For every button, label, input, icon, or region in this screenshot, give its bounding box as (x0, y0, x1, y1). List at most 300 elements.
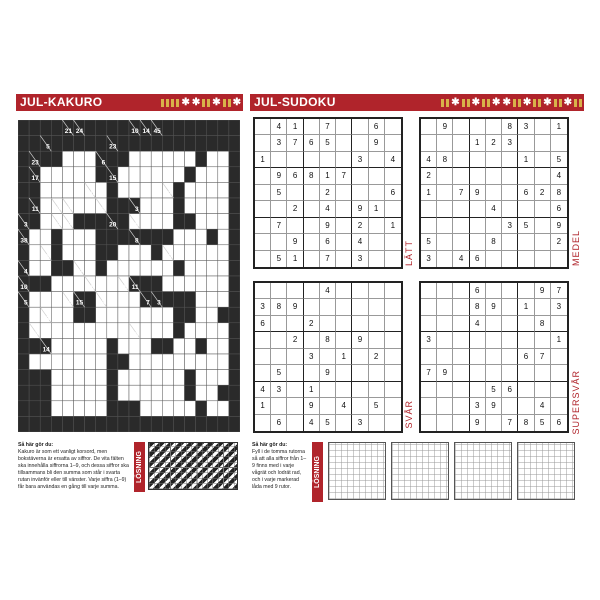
sudoku-cell[interactable]: 7 (320, 251, 336, 267)
sudoku-cell[interactable]: 9 (486, 299, 502, 315)
kakuro-white-cell[interactable] (74, 245, 85, 261)
sudoku-cell[interactable] (287, 349, 303, 365)
kakuro-white-cell[interactable] (29, 292, 40, 308)
kakuro-white-cell[interactable] (62, 167, 73, 183)
sudoku-cell[interactable] (271, 332, 287, 348)
sudoku-cell[interactable] (271, 398, 287, 414)
sudoku-cell[interactable]: 9 (437, 119, 453, 135)
kakuro-white-cell[interactable] (218, 292, 229, 308)
sudoku-cell[interactable]: 9 (470, 415, 486, 431)
sudoku-cell[interactable]: 6 (369, 119, 385, 135)
sudoku-cell[interactable] (320, 299, 336, 315)
sudoku-cell[interactable] (304, 234, 320, 250)
sudoku-cell[interactable] (502, 398, 518, 414)
sudoku-cell[interactable]: 7 (287, 135, 303, 151)
sudoku-cell[interactable] (385, 365, 401, 381)
kakuro-white-cell[interactable] (218, 245, 229, 261)
sudoku-cell[interactable]: 6 (502, 382, 518, 398)
sudoku-cell[interactable]: 6 (320, 234, 336, 250)
sudoku-cell[interactable]: 1 (255, 398, 271, 414)
sudoku-cell[interactable] (304, 218, 320, 234)
sudoku-cell[interactable] (535, 218, 551, 234)
sudoku-cell[interactable]: 9 (352, 332, 368, 348)
sudoku-cell[interactable]: 2 (421, 168, 437, 184)
kakuro-white-cell[interactable] (151, 151, 162, 167)
kakuro-white-cell[interactable] (207, 338, 218, 354)
kakuro-white-cell[interactable] (29, 307, 40, 323)
kakuro-white-cell[interactable] (207, 182, 218, 198)
kakuro-white-cell[interactable] (62, 151, 73, 167)
kakuro-white-cell[interactable] (151, 214, 162, 230)
sudoku-cell[interactable] (369, 152, 385, 168)
kakuro-white-cell[interactable] (185, 338, 196, 354)
sudoku-cell[interactable] (271, 201, 287, 217)
kakuro-white-cell[interactable] (129, 260, 140, 276)
kakuro-white-cell[interactable] (218, 151, 229, 167)
sudoku-cell[interactable]: 5 (551, 152, 567, 168)
sudoku-cell[interactable] (551, 365, 567, 381)
kakuro-white-cell[interactable] (173, 151, 184, 167)
sudoku-cell[interactable]: 9 (437, 365, 453, 381)
sudoku-cell[interactable]: 3 (421, 332, 437, 348)
kakuro-white-cell[interactable] (118, 323, 129, 339)
sudoku-cell[interactable]: 2 (486, 135, 502, 151)
sudoku-cell[interactable]: 6 (551, 201, 567, 217)
sudoku-cell[interactable] (255, 365, 271, 381)
sudoku-cell[interactable] (271, 316, 287, 332)
kakuro-white-cell[interactable] (162, 198, 173, 214)
sudoku-cell[interactable] (421, 201, 437, 217)
sudoku-cell[interactable]: 5 (518, 218, 534, 234)
kakuro-white-cell[interactable] (96, 401, 107, 417)
sudoku-cell[interactable] (535, 135, 551, 151)
kakuro-white-cell[interactable] (62, 401, 73, 417)
sudoku-cell[interactable]: 9 (271, 168, 287, 184)
sudoku-cell[interactable] (385, 332, 401, 348)
sudoku-cell[interactable] (287, 415, 303, 431)
sudoku-cell[interactable] (352, 382, 368, 398)
kakuro-white-cell[interactable] (140, 198, 151, 214)
kakuro-white-cell[interactable] (185, 198, 196, 214)
kakuro-white-cell[interactable] (118, 307, 129, 323)
sudoku-cell[interactable] (502, 299, 518, 315)
sudoku-cell[interactable] (287, 365, 303, 381)
sudoku-cell[interactable] (437, 251, 453, 267)
sudoku-cell[interactable]: 4 (470, 316, 486, 332)
kakuro-white-cell[interactable] (185, 276, 196, 292)
sudoku-cell[interactable] (369, 316, 385, 332)
sudoku-cell[interactable]: 4 (336, 398, 352, 414)
sudoku-cell[interactable] (352, 135, 368, 151)
kakuro-white-cell[interactable] (185, 401, 196, 417)
sudoku-cell[interactable]: 9 (287, 234, 303, 250)
kakuro-white-cell[interactable] (129, 370, 140, 386)
kakuro-white-cell[interactable] (29, 245, 40, 261)
kakuro-white-cell[interactable] (185, 354, 196, 370)
sudoku-cell[interactable]: 8 (437, 152, 453, 168)
kakuro-white-cell[interactable] (29, 260, 40, 276)
kakuro-white-cell[interactable] (162, 307, 173, 323)
sudoku-cell[interactable]: 8 (320, 332, 336, 348)
sudoku-cell[interactable] (551, 316, 567, 332)
kakuro-white-cell[interactable] (129, 338, 140, 354)
sudoku-cell[interactable] (453, 365, 469, 381)
kakuro-white-cell[interactable] (140, 245, 151, 261)
kakuro-white-cell[interactable] (74, 370, 85, 386)
kakuro-white-cell[interactable] (62, 245, 73, 261)
sudoku-cell[interactable]: 8 (304, 168, 320, 184)
sudoku-cell[interactable] (352, 365, 368, 381)
sudoku-cell[interactable]: 8 (470, 299, 486, 315)
sudoku-cell[interactable] (304, 201, 320, 217)
sudoku-cell[interactable] (255, 185, 271, 201)
kakuro-white-cell[interactable] (218, 167, 229, 183)
kakuro-white-cell[interactable] (151, 198, 162, 214)
sudoku-cell[interactable] (470, 218, 486, 234)
sudoku-cell[interactable] (385, 398, 401, 414)
kakuro-white-cell[interactable] (140, 370, 151, 386)
sudoku-cell[interactable] (518, 283, 534, 299)
kakuro-white-cell[interactable] (40, 182, 51, 198)
sudoku-cell[interactable]: 6 (287, 168, 303, 184)
sudoku-cell[interactable] (518, 234, 534, 250)
kakuro-white-cell[interactable] (196, 182, 207, 198)
kakuro-white-cell[interactable] (185, 182, 196, 198)
sudoku-cell[interactable] (470, 332, 486, 348)
sudoku-cell[interactable]: 1 (287, 251, 303, 267)
kakuro-white-cell[interactable] (185, 229, 196, 245)
kakuro-white-cell[interactable] (162, 214, 173, 230)
kakuro-white-cell[interactable] (218, 198, 229, 214)
sudoku-cell[interactable]: 1 (385, 218, 401, 234)
sudoku-cell[interactable] (502, 365, 518, 381)
sudoku-cell[interactable] (369, 251, 385, 267)
sudoku-cell[interactable] (336, 299, 352, 315)
sudoku-cell[interactable] (271, 283, 287, 299)
sudoku-cell[interactable] (437, 415, 453, 431)
kakuro-white-cell[interactable] (173, 370, 184, 386)
kakuro-white-cell[interactable] (140, 260, 151, 276)
kakuro-white-cell[interactable] (51, 167, 62, 183)
sudoku-cell[interactable]: 4 (385, 152, 401, 168)
sudoku-cell[interactable] (255, 415, 271, 431)
kakuro-white-cell[interactable] (118, 385, 129, 401)
sudoku-cell[interactable] (470, 349, 486, 365)
sudoku-cell[interactable] (486, 365, 502, 381)
sudoku-cell[interactable] (470, 201, 486, 217)
kakuro-white-cell[interactable] (196, 229, 207, 245)
kakuro-white-cell[interactable] (40, 167, 51, 183)
sudoku-cell[interactable] (535, 234, 551, 250)
sudoku-cell[interactable]: 9 (320, 218, 336, 234)
sudoku-cell[interactable] (255, 332, 271, 348)
sudoku-cell[interactable]: 2 (304, 316, 320, 332)
sudoku-cell[interactable] (470, 152, 486, 168)
sudoku-cell[interactable] (502, 332, 518, 348)
sudoku-cell[interactable] (535, 251, 551, 267)
sudoku-cell[interactable] (336, 332, 352, 348)
sudoku-cell[interactable]: 6 (304, 135, 320, 151)
kakuro-white-cell[interactable] (162, 370, 173, 386)
kakuro-white-cell[interactable] (118, 338, 129, 354)
sudoku-cell[interactable] (385, 349, 401, 365)
sudoku-cell[interactable]: 3 (518, 119, 534, 135)
sudoku-cell[interactable] (385, 382, 401, 398)
sudoku-cell[interactable]: 1 (518, 299, 534, 315)
sudoku-cell[interactable]: 6 (470, 251, 486, 267)
kakuro-white-cell[interactable] (107, 276, 118, 292)
sudoku-cell[interactable]: 9 (470, 185, 486, 201)
kakuro-white-cell[interactable] (62, 354, 73, 370)
sudoku-cell[interactable] (453, 349, 469, 365)
kakuro-white-cell[interactable] (29, 229, 40, 245)
kakuro-white-cell[interactable] (85, 385, 96, 401)
kakuro-white-cell[interactable] (207, 198, 218, 214)
sudoku-cell[interactable]: 3 (271, 382, 287, 398)
kakuro-white-cell[interactable] (207, 323, 218, 339)
sudoku-cell[interactable] (486, 283, 502, 299)
sudoku-cell[interactable]: 8 (535, 316, 551, 332)
sudoku-cell[interactable] (369, 365, 385, 381)
sudoku-cell[interactable] (470, 119, 486, 135)
sudoku-cell[interactable]: 8 (502, 119, 518, 135)
sudoku-cell[interactable] (437, 398, 453, 414)
sudoku-cell[interactable] (385, 135, 401, 151)
sudoku-cell[interactable]: 7 (320, 119, 336, 135)
sudoku-cell[interactable]: 2 (352, 218, 368, 234)
sudoku-cell[interactable] (453, 316, 469, 332)
sudoku-cell[interactable] (421, 349, 437, 365)
sudoku-cell[interactable] (535, 152, 551, 168)
kakuro-white-cell[interactable] (218, 276, 229, 292)
kakuro-white-cell[interactable] (185, 151, 196, 167)
sudoku-cell[interactable]: 9 (352, 201, 368, 217)
kakuro-white-cell[interactable] (218, 354, 229, 370)
sudoku-cell[interactable]: 2 (287, 332, 303, 348)
kakuro-white-cell[interactable] (151, 401, 162, 417)
sudoku-cell[interactable] (518, 332, 534, 348)
kakuro-white-cell[interactable] (74, 401, 85, 417)
sudoku-cell[interactable]: 7 (453, 185, 469, 201)
kakuro-white-cell[interactable] (96, 323, 107, 339)
kakuro-white-cell[interactable] (140, 151, 151, 167)
kakuro-white-cell[interactable] (185, 245, 196, 261)
sudoku-cell[interactable] (421, 398, 437, 414)
sudoku-cell[interactable] (518, 398, 534, 414)
kakuro-white-cell[interactable] (51, 370, 62, 386)
sudoku-cell[interactable] (336, 135, 352, 151)
kakuro-white-cell[interactable] (107, 307, 118, 323)
sudoku-cell[interactable] (421, 283, 437, 299)
sudoku-cell[interactable] (535, 382, 551, 398)
kakuro-white-cell[interactable] (40, 214, 51, 230)
kakuro-white-cell[interactable] (173, 338, 184, 354)
sudoku-cell[interactable] (421, 119, 437, 135)
sudoku-cell[interactable] (304, 251, 320, 267)
kakuro-white-cell[interactable] (218, 260, 229, 276)
sudoku-cell[interactable] (271, 234, 287, 250)
sudoku-cell[interactable] (255, 251, 271, 267)
kakuro-white-cell[interactable] (129, 354, 140, 370)
sudoku-cell[interactable] (437, 349, 453, 365)
kakuro-white-cell[interactable] (85, 198, 96, 214)
kakuro-white-cell[interactable] (85, 151, 96, 167)
kakuro-white-cell[interactable] (62, 307, 73, 323)
sudoku-cell[interactable] (551, 349, 567, 365)
kakuro-white-cell[interactable] (129, 245, 140, 261)
sudoku-cell[interactable] (437, 218, 453, 234)
sudoku-cell[interactable] (336, 218, 352, 234)
sudoku-cell[interactable]: 9 (369, 135, 385, 151)
kakuro-white-cell[interactable] (107, 260, 118, 276)
kakuro-white-cell[interactable] (218, 338, 229, 354)
sudoku-cell[interactable]: 2 (320, 185, 336, 201)
kakuro-white-cell[interactable] (140, 385, 151, 401)
kakuro-white-cell[interactable] (74, 338, 85, 354)
sudoku-cell[interactable] (437, 299, 453, 315)
kakuro-white-cell[interactable] (74, 385, 85, 401)
kakuro-white-cell[interactable] (51, 182, 62, 198)
sudoku-cell[interactable]: 3 (271, 135, 287, 151)
sudoku-cell[interactable]: 6 (518, 349, 534, 365)
sudoku-cell[interactable] (385, 234, 401, 250)
sudoku-cell[interactable] (304, 283, 320, 299)
sudoku-cell[interactable]: 8 (271, 299, 287, 315)
kakuro-white-cell[interactable] (51, 354, 62, 370)
kakuro-white-cell[interactable] (162, 401, 173, 417)
kakuro-white-cell[interactable] (62, 338, 73, 354)
sudoku-cell[interactable] (336, 415, 352, 431)
sudoku-cell[interactable] (453, 283, 469, 299)
sudoku-cell[interactable] (421, 382, 437, 398)
kakuro-white-cell[interactable] (51, 307, 62, 323)
sudoku-cell[interactable] (336, 251, 352, 267)
sudoku-cell[interactable] (437, 234, 453, 250)
kakuro-white-cell[interactable] (207, 276, 218, 292)
kakuro-white-cell[interactable] (162, 354, 173, 370)
sudoku-cell[interactable] (437, 135, 453, 151)
kakuro-white-cell[interactable] (151, 167, 162, 183)
sudoku-cell[interactable] (551, 135, 567, 151)
sudoku-cell[interactable] (255, 283, 271, 299)
kakuro-white-cell[interactable] (62, 276, 73, 292)
sudoku-cell[interactable] (336, 201, 352, 217)
kakuro-white-cell[interactable] (140, 338, 151, 354)
sudoku-cell[interactable] (352, 168, 368, 184)
sudoku-cell[interactable] (437, 201, 453, 217)
kakuro-white-cell[interactable] (196, 214, 207, 230)
sudoku-cell[interactable] (352, 398, 368, 414)
sudoku-cell[interactable] (287, 398, 303, 414)
sudoku-cell[interactable] (369, 415, 385, 431)
kakuro-white-cell[interactable] (62, 323, 73, 339)
sudoku-cell[interactable]: 3 (502, 218, 518, 234)
kakuro-white-cell[interactable] (85, 338, 96, 354)
sudoku-cell[interactable] (551, 382, 567, 398)
kakuro-white-cell[interactable] (151, 260, 162, 276)
kakuro-white-cell[interactable] (207, 260, 218, 276)
sudoku-cell[interactable] (502, 201, 518, 217)
sudoku-cell[interactable]: 9 (320, 365, 336, 381)
kakuro-white-cell[interactable] (140, 323, 151, 339)
kakuro-white-cell[interactable] (207, 292, 218, 308)
sudoku-cell[interactable]: 1 (421, 185, 437, 201)
sudoku-cell[interactable] (385, 316, 401, 332)
sudoku-cell[interactable]: 6 (556, 417, 562, 427)
kakuro-white-cell[interactable] (162, 260, 173, 276)
sudoku-cell[interactable] (304, 152, 320, 168)
sudoku-cell[interactable] (535, 168, 551, 184)
sudoku-cell[interactable] (502, 168, 518, 184)
kakuro-white-cell[interactable] (162, 276, 173, 292)
sudoku-cell[interactable]: 3 (304, 349, 320, 365)
sudoku-cell[interactable]: 9 (535, 283, 551, 299)
sudoku-cell[interactable] (369, 299, 385, 315)
kakuro-white-cell[interactable] (40, 323, 51, 339)
sudoku-cell[interactable] (287, 382, 303, 398)
kakuro-white-cell[interactable] (85, 323, 96, 339)
sudoku-cell[interactable] (255, 349, 271, 365)
sudoku-cell[interactable] (486, 349, 502, 365)
kakuro-white-cell[interactable] (85, 354, 96, 370)
sudoku-cell[interactable]: 6 (255, 316, 271, 332)
sudoku-cell[interactable] (502, 283, 518, 299)
kakuro-white-cell[interactable] (51, 385, 62, 401)
sudoku-cell[interactable] (437, 185, 453, 201)
sudoku-cell[interactable] (470, 382, 486, 398)
sudoku-cell[interactable]: 5 (320, 135, 336, 151)
kakuro-white-cell[interactable] (173, 245, 184, 261)
sudoku-cell[interactable]: 6 (470, 283, 486, 299)
sudoku-cell[interactable] (352, 349, 368, 365)
sudoku-cell[interactable] (486, 415, 502, 431)
kakuro-white-cell[interactable] (74, 323, 85, 339)
kakuro-white-cell[interactable] (196, 198, 207, 214)
kakuro-white-cell[interactable] (51, 338, 62, 354)
kakuro-white-cell[interactable] (118, 292, 129, 308)
kakuro-white-cell[interactable] (218, 323, 229, 339)
kakuro-white-cell[interactable] (85, 370, 96, 386)
kakuro-white-cell[interactable] (96, 370, 107, 386)
sudoku-cell[interactable]: 3 (352, 415, 368, 431)
kakuro-white-cell[interactable] (196, 370, 207, 386)
sudoku-cell[interactable] (385, 415, 401, 431)
kakuro-white-cell[interactable] (196, 167, 207, 183)
sudoku-cell[interactable] (502, 251, 518, 267)
kakuro-white-cell[interactable] (140, 167, 151, 183)
sudoku-cell[interactable] (320, 349, 336, 365)
sudoku-cell[interactable] (352, 119, 368, 135)
sudoku-cell[interactable]: 5 (421, 234, 437, 250)
kakuro-white-cell[interactable] (129, 292, 140, 308)
sudoku-cell[interactable] (453, 415, 469, 431)
sudoku-cell[interactable]: 5 (486, 382, 502, 398)
kakuro-white-cell[interactable] (118, 182, 129, 198)
sudoku-cell[interactable]: 4 (352, 234, 368, 250)
sudoku-cell[interactable]: 1 (287, 119, 303, 135)
sudoku-cell[interactable] (518, 365, 534, 381)
sudoku-cell[interactable]: 3 (352, 152, 368, 168)
kakuro-white-cell[interactable] (62, 182, 73, 198)
sudoku-cell[interactable] (453, 168, 469, 184)
sudoku-cell[interactable] (518, 251, 534, 267)
sudoku-cell[interactable] (287, 283, 303, 299)
sudoku-cell[interactable]: 5 (369, 398, 385, 414)
sudoku-cell[interactable] (255, 201, 271, 217)
sudoku-cell[interactable]: 4 (421, 152, 437, 168)
sudoku-cell[interactable] (470, 234, 486, 250)
kakuro-white-cell[interactable] (173, 167, 184, 183)
